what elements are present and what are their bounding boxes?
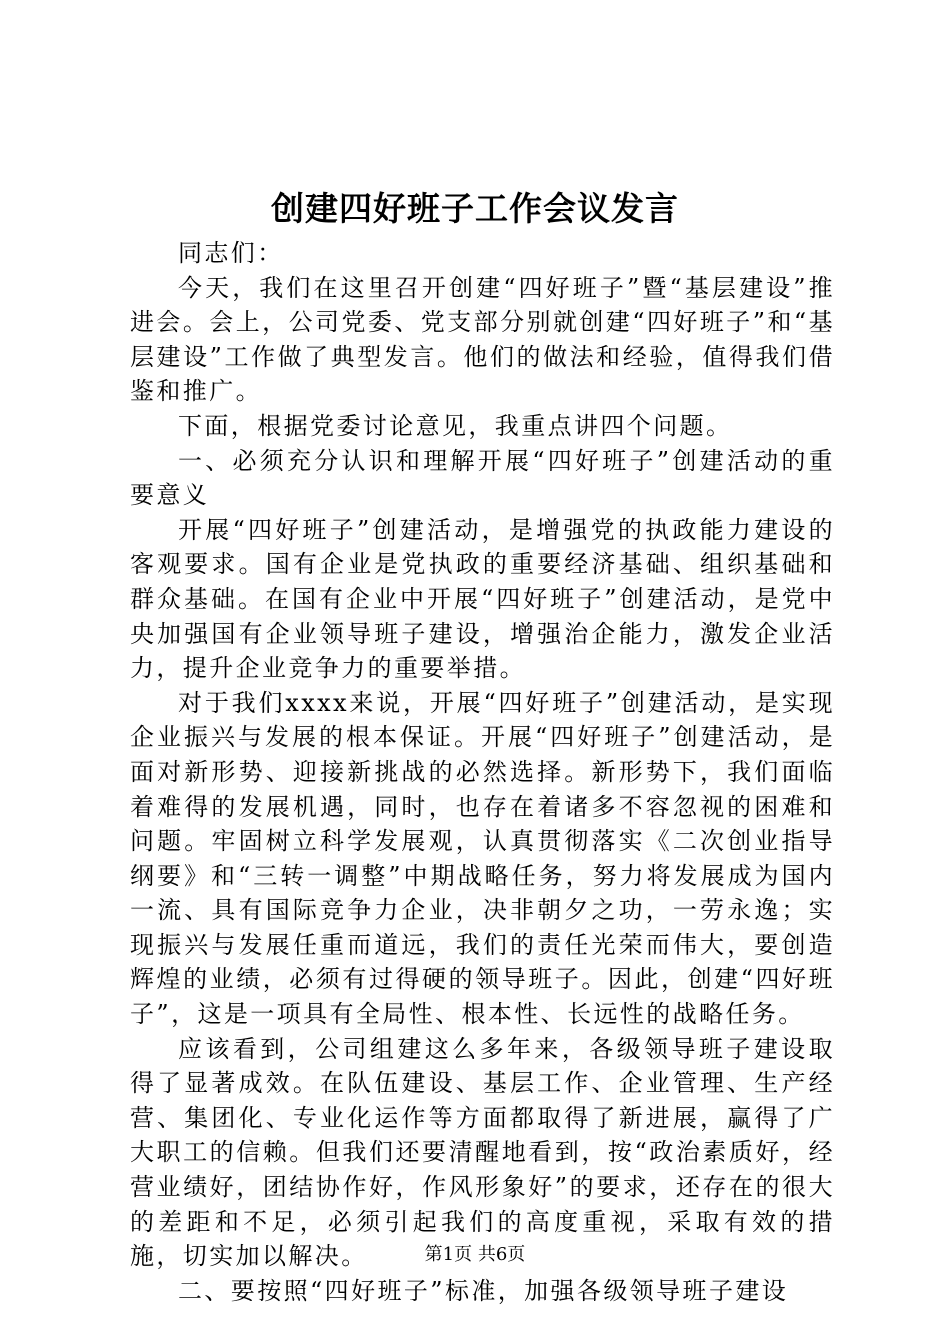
paragraph-guarantee: 对于我们xxxx来说，开展“四好班子”创建活动，是实现企业振兴与发展的根本保证。开展“四好班子”创建活动，是面对新形势、迎接新挑战的必然选择。新形势下，我们面临着难得的发展机遇，同时，也存在着诸多不容忽视的困难和问题。牢固树立科学发展观，认真贯彻落实《二次创业指导纲要》和“三转一调整”中期战略任务，努力将发展成为国内一流、具有国际竞争力企业，决非朝夕之功，一劳永逸；实现振兴与发展任重而道远，我们的责任光荣而伟大，要创造辉煌的业绩，必须有过得硬的领导班子。因此，创建“四好班子”，这是一项具有全局性、根本性、长远性的战略任务。 (130, 688, 835, 1029)
salutation: 同志们： (178, 239, 284, 267)
section-heading-2: 二、要按照“四好班子”标准，加强各级领导班子建设 (178, 1276, 789, 1305)
paragraph-achievements: 应该看到，公司组建这么多年来，各级领导班子建设取得了显著成效。在队伍建设、基层工作、企业管理、生产经营、集团化、专业化运作等方面都取得了新进展，赢得了广大职工的信赖。但我们还要清醒地看到，按“政治素质好，经营业绩好，团结协作好，作风形象好”的要求，还存在的很大的差距和不足，必须引起我们的高度重视，采取有效的措施，切实加以解决。 (130, 1034, 835, 1271)
document-title: 创建四好班子工作会议发言 (271, 189, 679, 228)
paragraph-significance: 开展“四好班子”创建活动，是增强党的执政能力建设的客观要求。国有企业是党执政的重要经济基础、组织基础和群众基础。在国有企业中开展“四好班子”创建活动，是党中央加强国有企业领导班子建设，增强治企能力，激发企业活力，提升企业竞争力的重要举措。 (130, 515, 835, 683)
paragraph-opening: 今天，我们在这里召开创建“四好班子”暨“基层建设”推进会。会上，公司党委、党支部分别就创建“四好班子”和“基层建设”工作做了典型发言。他们的做法和经验，值得我们借鉴和推广。 (130, 273, 835, 406)
paragraph-intro: 下面，根据党委讨论意见，我重点讲四个问题。 (178, 411, 733, 440)
page-footer: 第1页 共6页 (424, 1244, 526, 1265)
section-heading-1: 一、必须充分认识和理解开展“四好班子”创建活动的重要意义 (130, 446, 835, 510)
document-body (130, 236, 835, 1308)
